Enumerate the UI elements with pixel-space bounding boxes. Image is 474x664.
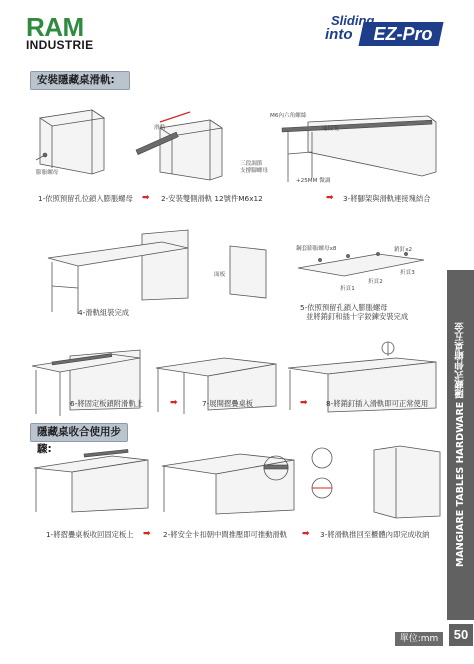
arrow-right-icon: ➡ <box>326 193 334 203</box>
install-step5-caption-line1: 5-依照預留孔鎖入膨脹螺母 <box>300 303 388 312</box>
unit-label: 單位:mm <box>395 632 443 646</box>
install-step8-caption: 8-將銷釘插入滑軌即可正常使用 <box>326 399 429 408</box>
illustration-usage1 <box>32 450 152 520</box>
label-triple-adjust: 三段調節 <box>240 161 263 167</box>
install-step5-caption-line2: 並將銷釘和插十字鉸鍊安裝完成 <box>306 312 409 321</box>
illustration-usage3 <box>300 444 446 522</box>
illustration-step2 <box>130 104 226 180</box>
brand-box-text: EZ-Pro <box>373 24 433 44</box>
logo-sub: INDUSTRIE <box>26 38 94 52</box>
install-step4-caption: 4-滑軌組裝完成 <box>78 308 130 317</box>
label-hinge3: 折頁3 <box>400 270 415 276</box>
label-offset: +25MM 微調 <box>296 178 331 184</box>
install-step2-caption: 2-安裝雙側滑軌 12號件M6x12 <box>161 194 263 203</box>
label-connector: 連接塊 <box>322 126 339 132</box>
illustration-step4 <box>42 228 192 318</box>
usage-step1-caption: 1-將摺疊桌板收回固定板上 <box>46 530 134 539</box>
install-step6-caption: 6-將固定板鎖附滑軌上 <box>70 399 143 408</box>
usage-section-title: 隱藏桌收合使用步驟: <box>30 423 128 442</box>
label-hinge1: 折頁1 <box>340 286 355 292</box>
install-section-title: 安裝隱藏桌滑軌: <box>30 71 130 90</box>
arrow-right-icon: ➡ <box>142 193 150 203</box>
illustration-step3 <box>268 112 438 192</box>
arrow-right-icon: ➡ <box>143 529 151 539</box>
label-pin-x2: 銷釘x2 <box>394 247 413 253</box>
label-support-nut: 支撐腳螺母 <box>240 168 268 174</box>
brand-logo <box>325 13 447 51</box>
usage-step2-caption: 2-將安全卡扣朝中間推壓即可推動滑軌 <box>163 530 288 539</box>
label-allen-bolt: M6內六角螺絲 <box>270 113 307 119</box>
label-hinge2: 折頁2 <box>368 279 383 285</box>
arrow-right-icon: ➡ <box>170 398 178 408</box>
side-band-text: MANGIARE TABLES HARDWARE 隱藏式伸縮桌五金 <box>455 322 466 568</box>
label-rail: 滑軌 <box>154 125 166 131</box>
label-expansion-nut: 膨脹螺母 <box>36 170 59 176</box>
label-expansion-nut-x8: 鋼套膨脹螺母x8 <box>296 246 337 252</box>
arrow-right-icon: ➡ <box>302 529 310 539</box>
page-number: 50 <box>449 624 473 646</box>
brand-line1: Sliding <box>331 13 375 28</box>
usage-step3-caption: 3-將滑軌推回至櫃體內即完成收納 <box>320 530 430 539</box>
label-panel: 面板 <box>214 272 226 278</box>
brand-line2: into <box>325 26 353 43</box>
illustration-step1 <box>32 98 112 178</box>
logo-main: RAM <box>26 12 84 42</box>
install-step3-caption: 3-將腳架與滑軌連接塊結合 <box>343 194 431 203</box>
install-step7-caption: 7-展開摺疊桌板 <box>202 399 254 408</box>
arrow-right-icon: ➡ <box>300 398 308 408</box>
install-step1-caption: 1-依照預留孔位鎖入膨脹螺母 <box>38 194 133 203</box>
illustration-usage2 <box>160 448 300 520</box>
